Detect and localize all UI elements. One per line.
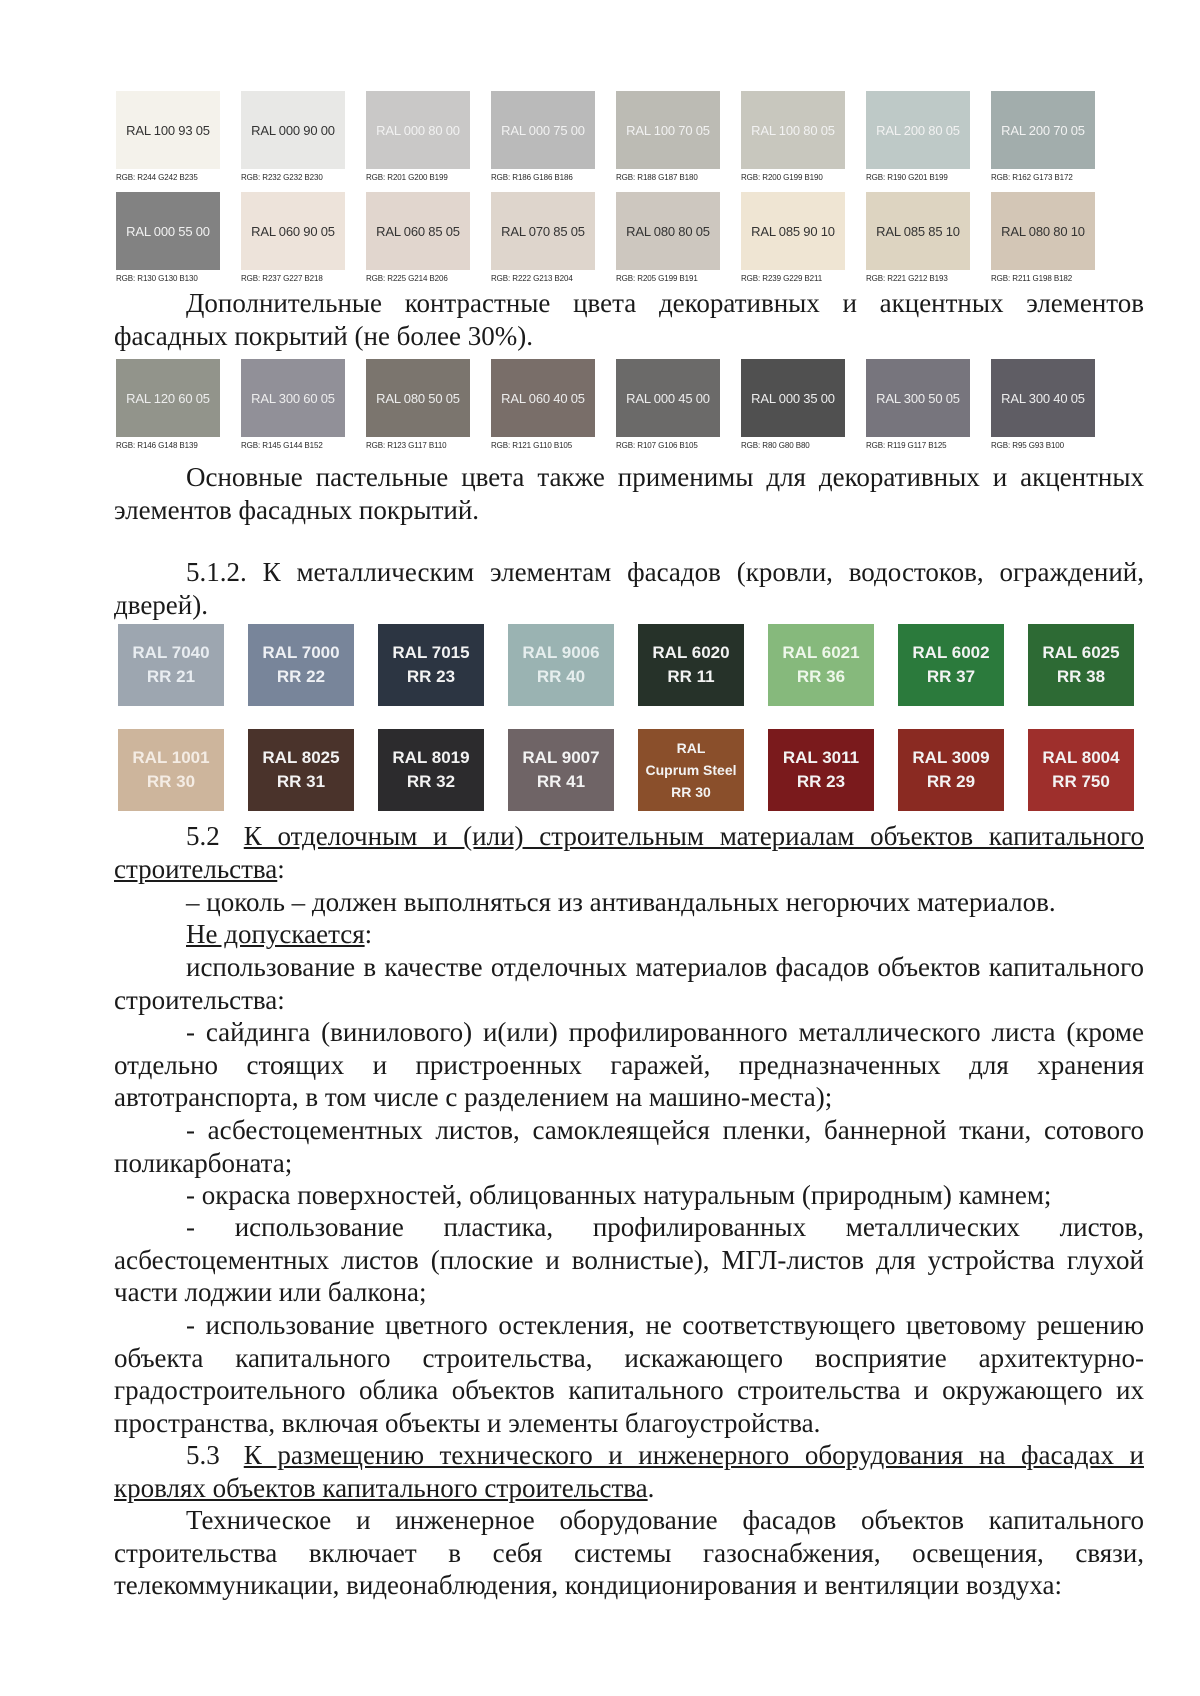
metal-color-swatch <box>768 729 874 811</box>
section-5-2-heading <box>114 820 1144 885</box>
metal-swatch-line2: RR 32 <box>406 772 456 791</box>
metal-color-swatch <box>638 729 744 811</box>
contrast-colors-paragraph: Дополнительные контрастные цвета декоративных и акцентных элементов фасадных покрытий (не более 30%). <box>114 288 1144 351</box>
metal-swatch-line2: RR 37 <box>926 667 976 686</box>
color-swatch <box>491 91 595 182</box>
section-5-2-number: 5.2 <box>186 821 220 851</box>
swatch-rgb-caption: RGB: R232 G232 B230 <box>241 173 323 182</box>
swatch-rgb-caption: RGB: R119 G117 B125 <box>866 441 947 450</box>
swatch-color-box: RAL 080 80 10 <box>991 192 1095 270</box>
swatch-rgb-caption: RGB: R162 G173 B172 <box>991 173 1073 182</box>
swatch-rgb-caption: RGB: R188 G187 B180 <box>616 173 698 182</box>
metal-swatch-line2: RR 11 <box>667 667 715 686</box>
swatch-rgb-caption: RGB: R186 G186 B186 <box>491 173 573 182</box>
swatch-rgb-caption: RGB: R121 G110 B105 <box>491 441 573 450</box>
color-swatch <box>366 359 470 450</box>
swatch-color-box: RAL 000 75 00 <box>491 91 595 169</box>
metal-swatch-line1: RAL 6020 <box>652 643 730 662</box>
swatch-rgb-caption: RGB: R221 G212 B193 <box>866 274 948 283</box>
metal-swatch-line1: RAL 7015 <box>392 643 470 662</box>
metal-color-swatch <box>378 729 484 811</box>
metal-swatch-line2: RR 40 <box>536 667 586 686</box>
metal-swatch-line2: RR 29 <box>926 772 976 791</box>
metal-swatch-line1: RAL 6025 <box>1042 643 1120 662</box>
color-swatch <box>741 359 845 450</box>
section-5-1-2-paragraph: 5.1.2. К металлическим элементам фасадов (кровли, водостоков, ограждений, дверей). <box>114 557 1144 620</box>
metal-swatch-line1: RAL 7040 <box>132 643 210 662</box>
metal-swatch-line2: RR 23 <box>796 772 846 791</box>
metal-swatch-line1: RAL <box>676 740 706 756</box>
color-swatch <box>991 91 1095 182</box>
color-swatch <box>866 192 970 283</box>
metal-swatch-line1: RAL 8004 <box>1042 748 1120 767</box>
swatch-color-box: RAL 070 85 05 <box>491 192 595 270</box>
not-allowed-label: Не допускается <box>186 919 365 949</box>
swatch-color-box: RAL 080 80 05 <box>616 192 720 270</box>
swatch-rgb-caption: RGB: R200 G199 B190 <box>741 173 823 182</box>
color-swatch <box>866 359 970 450</box>
metal-swatch-line2: RR 38 <box>1056 667 1106 686</box>
color-swatch <box>616 192 720 283</box>
swatch-rgb-caption: RGB: R244 G242 B235 <box>116 173 198 182</box>
color-swatch <box>366 192 470 283</box>
swatch-rgb-caption: RGB: R80 G80 B80 <box>741 441 810 450</box>
contrast-swatch-row <box>116 359 1095 450</box>
metal-swatch-line1: RAL 9006 <box>522 643 600 662</box>
swatch-color-box: RAL 120 60 05 <box>116 359 220 437</box>
color-swatch <box>366 91 470 182</box>
metal-color-swatch <box>1028 729 1134 811</box>
metal-swatch-line1: RAL 9007 <box>522 748 600 767</box>
usage-intro-paragraph: использование в качестве отделочных материалов фасадов объектов капитального строительства: <box>114 952 1144 1015</box>
metal-swatch-row-1 <box>118 624 1134 706</box>
metal-swatch-line2: RR 41 <box>536 772 586 791</box>
metal-color-swatch <box>768 624 874 706</box>
color-swatch <box>991 359 1095 450</box>
swatch-color-box: RAL 100 93 05 <box>116 91 220 169</box>
swatch-color-box: RAL 000 35 00 <box>741 359 845 437</box>
swatch-color-box: RAL 000 55 00 <box>116 192 220 270</box>
metal-color-swatch <box>378 624 484 706</box>
pastel-swatch-row-1 <box>116 91 1095 182</box>
swatch-color-box: RAL 100 70 05 <box>616 91 720 169</box>
swatch-rgb-caption: RGB: R237 G227 B218 <box>241 274 323 283</box>
metal-swatch-line1: RAL 8019 <box>392 748 470 767</box>
metal-color-swatch <box>248 729 354 811</box>
color-swatch <box>866 91 970 182</box>
not-allowed-heading <box>114 918 1144 951</box>
prohibited-item-5: - использование цветного остекления, не соответствующего цветовому решению объекта капитального строительства, искажающего восприятие архитектурно-градостроительного облика объектов капитального строительства и окружающего их пространства, включая объекты и элементы благоустройства. <box>114 1310 1144 1438</box>
swatch-color-box: RAL 060 40 05 <box>491 359 595 437</box>
section-5-2-title-tail: : <box>277 853 285 884</box>
metal-color-swatch <box>638 624 744 706</box>
metal-swatch-line2: RR 22 <box>276 667 326 686</box>
prohibited-item-2: - асбестоцементных листов, самоклеящейся пленки, баннерной ткани, сотового поликарбоната; <box>114 1115 1144 1178</box>
swatch-rgb-caption: RGB: R201 G200 B199 <box>366 173 448 182</box>
metal-swatch-line1: RAL 7000 <box>262 643 340 662</box>
swatch-color-box: RAL 085 90 10 <box>741 192 845 270</box>
metal-swatch-line2: Cuprum Steel <box>645 762 737 778</box>
swatch-color-box: RAL 300 40 05 <box>991 359 1095 437</box>
color-swatch <box>116 91 220 182</box>
metal-color-swatch <box>1028 624 1134 706</box>
swatch-color-box: RAL 000 90 00 <box>241 91 345 169</box>
metal-swatch-line1: RAL 6021 <box>782 643 860 662</box>
metal-swatch-line1: RAL 3011 <box>782 748 860 767</box>
swatch-rgb-caption: RGB: R225 G214 B206 <box>366 274 448 283</box>
swatch-rgb-caption: RGB: R205 G199 B191 <box>616 274 698 283</box>
metal-swatch-line2: RR 750 <box>1052 772 1110 791</box>
swatch-color-box: RAL 000 80 00 <box>366 91 470 169</box>
swatch-rgb-caption: RGB: R239 G229 B211 <box>741 274 823 283</box>
metal-swatch-line3: RR 30 <box>671 784 711 800</box>
swatch-rgb-caption: RGB: R211 G198 B182 <box>991 274 1073 283</box>
color-swatch <box>741 192 845 283</box>
color-swatch <box>741 91 845 182</box>
color-swatch <box>116 192 220 283</box>
metal-swatch-line1: RAL 6002 <box>912 643 990 662</box>
swatch-color-box: RAL 300 50 05 <box>866 359 970 437</box>
metal-color-swatch <box>118 624 224 706</box>
swatch-rgb-caption: RGB: R130 G130 B130 <box>116 274 198 283</box>
metal-color-swatch <box>508 729 614 811</box>
metal-color-swatch <box>118 729 224 811</box>
section-5-3-title-a: К размещению технического и инженерного оборудования на фасадах и <box>243 1440 1144 1470</box>
swatch-color-box: RAL 300 60 05 <box>241 359 345 437</box>
metal-swatch-line2: RR 31 <box>276 772 326 791</box>
swatch-rgb-caption: RGB: R190 G201 B199 <box>866 173 948 182</box>
color-swatch <box>991 192 1095 283</box>
metal-color-swatch <box>898 624 1004 706</box>
section-5-3-title-b: кровлях объектов капитального строительства <box>114 1472 648 1503</box>
color-swatch <box>241 192 345 283</box>
swatch-color-box: RAL 200 80 05 <box>866 91 970 169</box>
color-swatch <box>241 359 345 450</box>
section-5-3-heading <box>114 1439 1144 1504</box>
metal-color-swatch <box>248 624 354 706</box>
metal-swatch-line2: RR 36 <box>796 667 846 686</box>
plinth-bullet-text: – цоколь – должен выполняться из антивандальных негорючих материалов. <box>186 887 1056 917</box>
swatch-color-box: RAL 200 70 05 <box>991 91 1095 169</box>
equipment-paragraph: Техническое и инженерное оборудование фасадов объектов капитального строительства включает в себя системы газоснабжения, освещения, связи, телекоммуникации, видеонаблюдения, кондиционирования и вентиляции воздуха: <box>114 1505 1144 1600</box>
swatch-rgb-caption: RGB: R95 G93 B100 <box>991 441 1065 450</box>
swatch-color-box: RAL 100 80 05 <box>741 91 845 169</box>
color-swatch <box>616 359 720 450</box>
swatch-color-box: RAL 060 85 05 <box>366 192 470 270</box>
swatch-rgb-caption: RGB: R145 G144 B152 <box>241 441 323 450</box>
prohibited-item-1: - сайдинга (винилового) и(или) профилированного металлического листа (кроме отдельно стоящих и пристроенных гаражей, предназначенных для хранения автотранспорта, в том числе с разделением на машино-места); <box>114 1017 1144 1112</box>
plinth-bullet <box>114 886 1144 919</box>
pastel-swatch-row-2 <box>116 192 1095 283</box>
metal-color-swatch <box>898 729 1004 811</box>
metal-swatch-line1: RAL 3009 <box>912 748 990 767</box>
swatch-color-box: RAL 080 50 05 <box>366 359 470 437</box>
color-swatch <box>491 192 595 283</box>
swatch-rgb-caption: RGB: R146 G148 B139 <box>116 441 198 450</box>
metal-swatch-line1: RAL 1001 <box>132 748 210 767</box>
metal-color-swatch <box>508 624 614 706</box>
swatch-rgb-caption: RGB: R107 G106 B105 <box>616 441 698 450</box>
pastel-note-paragraph: Основные пастельные цвета также применимы для декоративных и акцентных элементов фасадных покрытий. <box>114 462 1144 525</box>
prohibited-item-4: - использование пластика, профилированных металлических листов, асбестоцементных листов (плоские и волнистые), МГЛ-листов для устройства глухой части лоджии или балкона; <box>114 1212 1144 1307</box>
color-swatch <box>616 91 720 182</box>
metal-swatch-line2: RR 30 <box>146 772 196 791</box>
metal-swatch-line2: RR 21 <box>146 667 196 686</box>
color-swatch <box>116 359 220 450</box>
metal-swatch-row-2 <box>118 729 1134 811</box>
section-5-3-number: 5.3 <box>186 1440 220 1470</box>
prohibited-item-3: - окраска поверхностей, облицованных натуральным (природным) камнем; <box>186 1180 1052 1210</box>
swatch-color-box: RAL 060 90 05 <box>241 192 345 270</box>
section-5-2-title-b: строительства <box>114 853 278 884</box>
section-5-2-title-a: К отделочным и (или) строительным материалам объектов капитального <box>243 821 1144 851</box>
color-swatch <box>241 91 345 182</box>
color-swatch <box>491 359 595 450</box>
swatch-rgb-caption: RGB: R123 G117 B110 <box>366 441 447 450</box>
not-allowed-tail: : <box>364 919 373 949</box>
swatch-color-box: RAL 000 45 00 <box>616 359 720 437</box>
metal-swatch-line2: RR 23 <box>406 667 456 686</box>
metal-swatch-line1: RAL 8025 <box>262 748 340 767</box>
section-5-3-title-tail: . <box>647 1472 655 1503</box>
swatch-color-box: RAL 085 85 10 <box>866 192 970 270</box>
swatch-rgb-caption: RGB: R222 G213 B204 <box>491 274 573 283</box>
